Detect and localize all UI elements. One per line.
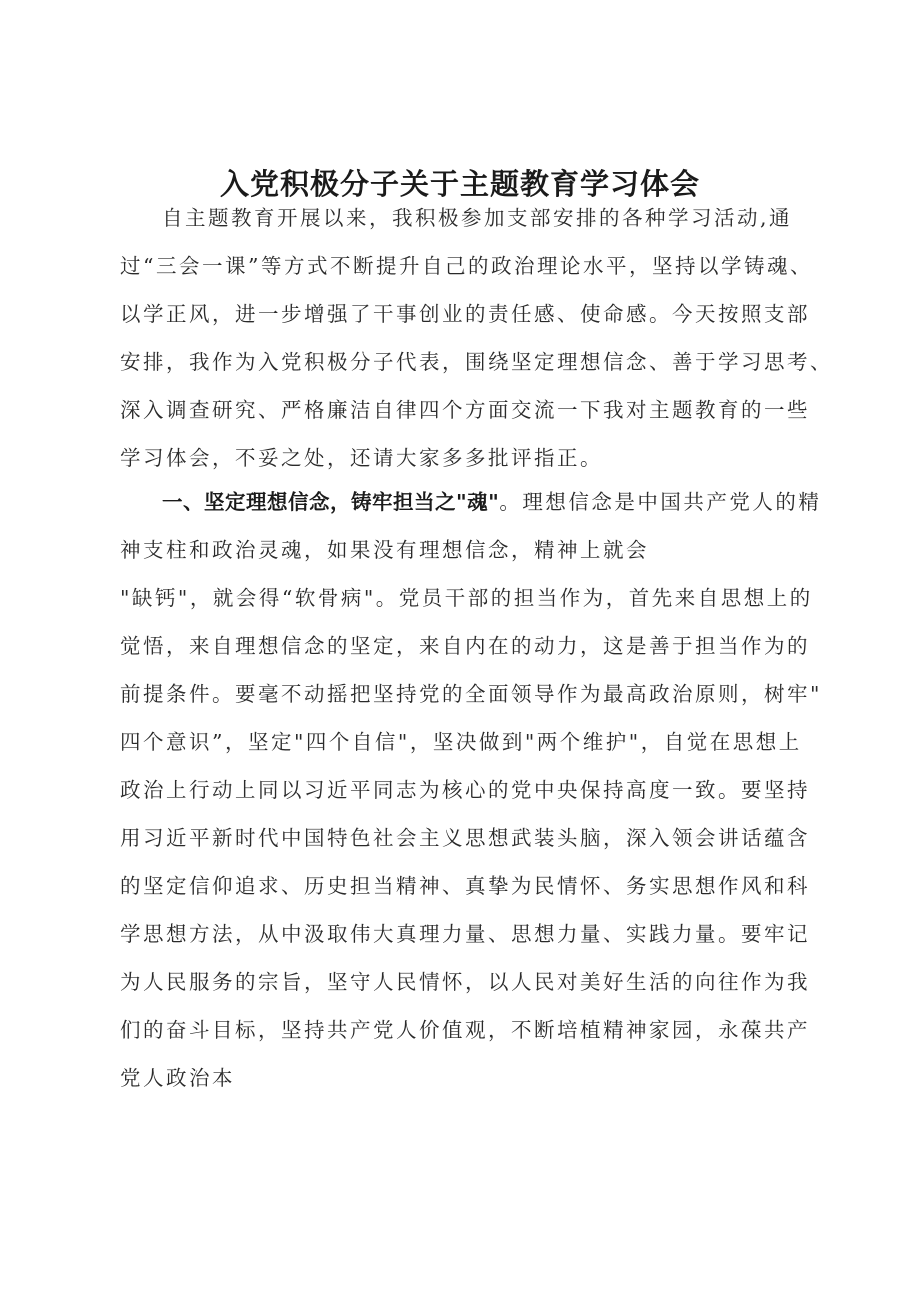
text-line: 过“三会一课”等方式不断提升自己的政治理论水平，坚持以学铸魂、 xyxy=(120,254,813,278)
text-line: 学习体会，不妥之处，还请大家多多批评指正。 xyxy=(120,446,603,470)
text-line: 神支柱和政治灵魂，如果没有理想信念，精神上就会 xyxy=(120,538,649,562)
section-heading-continuation: 。理想信念是中国共产党人的精 xyxy=(499,490,822,514)
text-line: 四个意识”，坚定"四个自信"，坚决做到"两个维护"，自觉在思想上 xyxy=(120,730,802,754)
text-line xyxy=(120,478,820,526)
text-line: 的坚定信仰追求、历史担当精神、真挚为民情怀、务实思想作风和科 xyxy=(120,874,810,898)
text-line: 为人民服务的宗旨，坚守人民情怀，以人民对美好生活的向往作为我 xyxy=(120,970,810,994)
text-line: 学思想方法，从中汲取伟大真理力量、思想力量、实践力量。要牢记 xyxy=(120,922,810,946)
text-line: 党人政治本 xyxy=(120,1066,235,1090)
text-line: 政治上行动上同以习近平同志为核心的党中央保持高度一致。要坚持 xyxy=(120,778,810,802)
document-title: 入党积极分子关于主题教育学习体会 xyxy=(219,167,700,201)
text-line: 自主题教育开展以来，我积极参加支部安排的各种学习活动,通 xyxy=(162,206,793,230)
text-line: 以学正风，进一步增强了干事创业的责任感、使命感。今天按照支部 xyxy=(120,302,810,326)
text-line: 觉悟，来自理想信念的坚定，来自内在的动力，这是善于担当作为的 xyxy=(120,634,810,658)
text-line: "缺钙"，就会得“软骨病"。党员干部的担当作为，首先来自思想上的 xyxy=(120,586,813,610)
paragraph-section-one xyxy=(120,478,820,1102)
text-line: 们的奋斗目标，坚持共产党人价值观，不断培植精神家园，永葆共产 xyxy=(120,1018,810,1042)
section-heading: 一、坚定理想信念，铸牢担当之"魂" xyxy=(162,490,500,514)
text-line: 深入调查研究、严格廉洁自律四个方面交流一下我对主题教育的一些 xyxy=(120,398,810,422)
paragraph-intro xyxy=(120,194,833,482)
text-line: 用习近平新时代中国特色社会主义思想武装头脑，深入领会讲话蕴含 xyxy=(120,826,810,850)
text-line: 安排，我作为入党积极分子代表，围绕坚定理想信念、善于学习思考、 xyxy=(120,350,833,374)
text-line: 前提条件。要毫不动摇把坚持党的全面领导作为最高政治原则，树牢" xyxy=(120,682,822,706)
